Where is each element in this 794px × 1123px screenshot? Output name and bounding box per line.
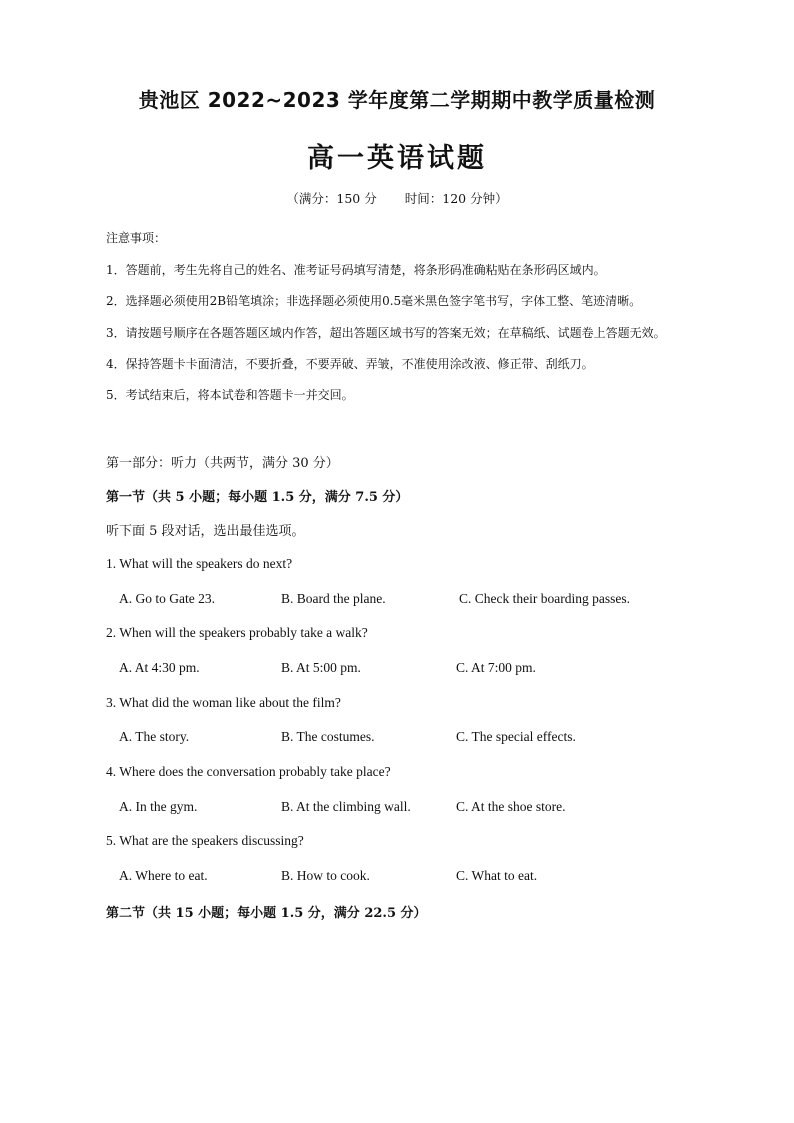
exam-subject-title: 高一英语试题 [307,143,487,174]
option-c: C. What to eat. [456,868,538,883]
note-item: 2．选择题必须使用2B铅笔填涂；非选择题必须使用0.5毫米黑色签字笔书写，字体工整、笔迹清晰。 [106,294,642,308]
option-a: A. In the gym. [119,799,198,814]
option-c: C. At 7:00 pm. [456,660,536,675]
question-text: 4. Where does the conversation probably take place? [106,764,391,779]
note-item: 4．保持答题卡卡面清洁，不要折叠，不要弄破、弄皱，不准使用涂改液、修正带、刮纸刀。 [106,357,594,371]
question-text: 3. What did the woman like about the film? [106,695,341,710]
option-a: A. Go to Gate 23. [119,591,215,606]
option-a: A. At 4:30 pm. [119,660,200,675]
section1-heading: 第一节（共 5 小题；每小题 1.5 分，满分 7.5 分） [106,490,409,505]
section2-heading: 第二节（共 15 小题；每小题 1.5 分，满分 22.5 分） [106,906,427,921]
question-text: 2. When will the speakers probably take a walk? [106,625,368,640]
note-item: 5．考试结束后，将本试卷和答题卡一并交回。 [106,388,354,402]
option-b: B. At the climbing wall. [281,799,411,814]
option-b: B. Board the plane. [281,591,386,606]
option-b: B. How to cook. [281,868,370,883]
note-item: 3．请按题号顺序在各题答题区域内作答，超出答题区域书写的答案无效；在草稿纸、试题卷上答题无效。 [106,326,666,340]
option-c: C. At the shoe store. [456,799,566,814]
question-text: 5. What are the speakers discussing? [106,833,304,848]
section1-instruction: 听下面 5 段对话，选出最佳选项。 [106,524,305,539]
full-score: （满分：150 分 [286,191,377,206]
option-c: C. The special effects. [456,729,576,744]
part1-heading: 第一部分：听力（共两节，满分 30 分） [106,456,339,471]
option-a: A. Where to eat. [119,868,208,883]
note-item: 1．答题前，考生先将自己的姓名、准考证号码填写清楚，将条形码准确粘贴在条形码区域内。 [106,263,606,277]
notes-title: 注意事项： [106,231,167,245]
option-b: B. The costumes. [281,729,375,744]
question-text: 1. What will the speakers do next? [106,556,293,571]
option-c: C. Check their boarding passes. [459,591,630,606]
score-time-line [0,189,794,207]
exam-title: 贵池区 2022~2023 学年度第二学期期中教学质量检测 [138,88,656,112]
option-a: A. The story. [119,729,190,744]
option-b: B. At 5:00 pm. [281,660,361,675]
exam-time: 时间：120 分钟） [404,191,508,206]
